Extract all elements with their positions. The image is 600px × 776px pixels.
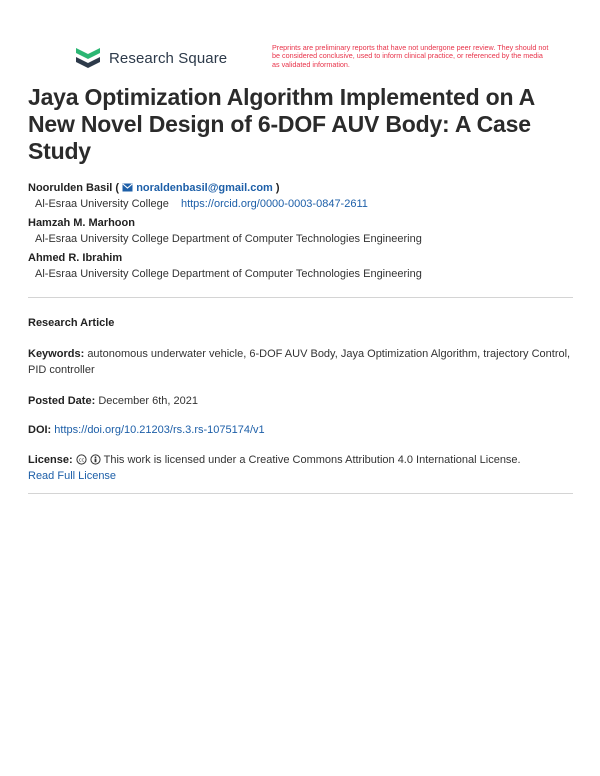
- author-affiliation: [28, 196, 573, 212]
- author-3-name: Ahmed R. Ibrahim: [28, 252, 123, 264]
- doi-link[interactable]: https://doi.org/10.21203/rs.3.rs-1075174/v1: [54, 424, 265, 436]
- keywords-section: [28, 346, 573, 378]
- posted-date-value: December 6th, 2021: [98, 395, 198, 407]
- author-2-name: Hamzah M. Marhoon: [28, 217, 135, 229]
- logo-wordmark: [109, 50, 227, 67]
- paper-title: Jaya Optimization Algorithm Implemented on A New Novel Design of 6-DOF AUV Body: A Case Study: [28, 84, 535, 164]
- svg-text:cc: cc: [78, 457, 84, 464]
- read-full-license-link[interactable]: Read Full License: [28, 470, 117, 482]
- keywords-value: autonomous underwater vehicle, 6-DOF AUV Body, Jaya Optimization Algorithm, trajectory Control, PID controller: [28, 348, 571, 376]
- preprint-disclaimer: Preprints are preliminary reports that have not undergone peer review. They should not be considered conclusive, used to inform clinical practice, or referenced by the media as validated information.: [272, 43, 549, 69]
- envelope-icon: [122, 183, 133, 192]
- license-text: This work is licensed under a Creative Commons Attribution 4.0 International License.: [103, 454, 521, 466]
- doi-section: [28, 422, 573, 438]
- research-square-logo[interactable]: [74, 46, 227, 70]
- author-2-affiliation: Al-Esraa University College Department of Computer Technologies Engineering: [35, 233, 422, 245]
- keywords-label: Keywords:: [28, 348, 85, 360]
- doi-label: DOI:: [28, 424, 52, 436]
- author-name: Noorulden Basil ( noraldenbasil@gmail.com ): [28, 182, 280, 194]
- divider-bottom: [28, 493, 573, 494]
- article-type-label: Research Article: [28, 317, 115, 329]
- article-type: [28, 315, 573, 331]
- posted-date-section: [28, 393, 573, 409]
- header: [74, 43, 549, 74]
- author-1-email[interactable]: noraldenbasil@gmail.com: [136, 182, 273, 194]
- author-3-affiliation: Al-Esraa University College Department of Computer Technologies Engineering: [35, 268, 422, 280]
- license-section: [28, 452, 573, 484]
- logo-square: Square: [178, 49, 228, 67]
- creative-commons-icon: [76, 454, 87, 465]
- divider-top: [28, 297, 573, 298]
- attribution-icon: [90, 454, 101, 465]
- posted-date-label: Posted Date:: [28, 395, 96, 407]
- license-label: License:: [28, 454, 73, 466]
- logo-research: Research: [109, 49, 174, 67]
- author-1-orcid-link[interactable]: https://orcid.org/0000-0003-0847-2611: [180, 198, 368, 210]
- research-square-logo-icon: [74, 46, 102, 70]
- author-1-name: Noorulden Basil: [28, 182, 113, 194]
- author-1-affiliation: Al-Esraa University College: [35, 198, 169, 210]
- author-list: [28, 180, 573, 285]
